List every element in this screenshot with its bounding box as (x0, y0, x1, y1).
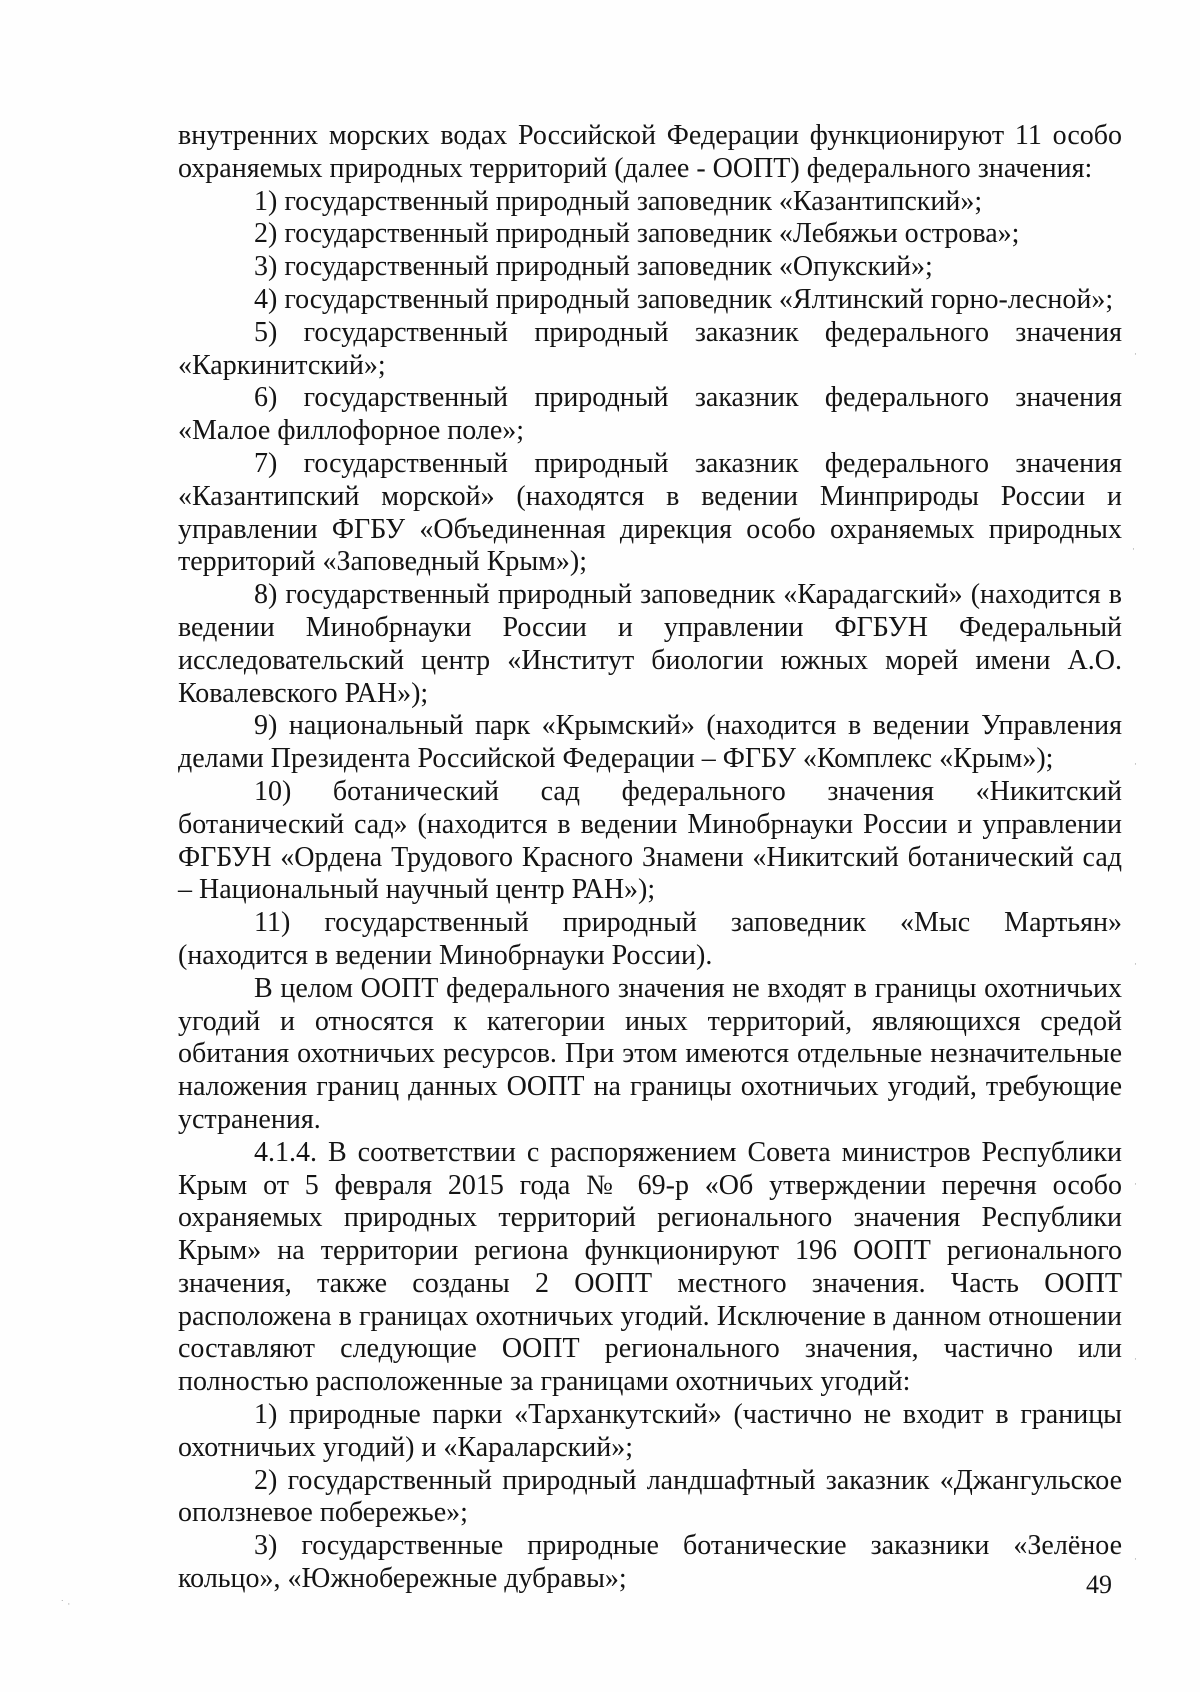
list-item: 3) государственные природные ботанические заказники «Зелёное кольцо», «Южнобережные дубравы»; (178, 1530, 1122, 1595)
list-item: 4) государственный природный заповедник «Ялтинский горно-лесной»; (254, 283, 1114, 315)
scan-artifact: ˙ · (60, 1600, 71, 1610)
document-body (178, 120, 1122, 1596)
list-item: 5) государственный природный заказник федерального значения «Каркинитский»; (178, 316, 1122, 381)
scan-artifact: · (1134, 960, 1137, 970)
list-item: 2) государственный природный ландшафтный заказник «Джангульское оползневое побережье»; (178, 1464, 1122, 1529)
list-item: 6) государственный природный заказник федерального значения «Малое филлофорное поле»; (178, 382, 1122, 447)
scan-artifact: · (1134, 1555, 1137, 1565)
list-item: 9) национальный парк «Крымский» (находится в ведении Управления делами Президента Российской Федерации – ФГБУ «Комплекс «Крым»); (178, 710, 1122, 775)
paragraph: 4.1.4. В соответствии с распоряжением Совета министров Республики Крым от 5 февраля 2015 года № 69-р «Об утверждении перечня особо охраняемых природных территорий регионального значения Республики Крым» на территории региона функционируют 196 ООПТ регионального значения, также созданы 2 ООПТ местного значения. Часть ООПТ расположена в границах охотничьих угодий. Исключение в данном отношении составляют следующие ООПТ регионального значения, частично или полностью расположенные за границами охотничьих угодий: (178, 1136, 1122, 1398)
paragraph: внутренних морских водах Российской Федерации функционируют 11 особо охраняемых природных территорий (далее - ООПТ) федерального значения: (178, 120, 1122, 184)
list-item: 11) государственный природный заповедник «Мыс Мартьян» (находится в ведении Минобрнауки России). (178, 907, 1122, 971)
scan-artifact: · (1134, 350, 1137, 360)
scan-artifact: · (1132, 545, 1135, 555)
list-item: 10) ботанический сад федерального значения «Никитский ботанический сад» (находится в ведении Минобрнауки России и управлении ФГБУН «Ордена Трудового Красного Знамени «Никитский ботанический сад – Национальный научный центр РАН»); (178, 775, 1122, 906)
scan-artifact: · (1134, 760, 1137, 770)
page-number: 49 (1086, 1570, 1112, 1599)
list-item: 7) государственный природный заказник федерального значения «Казантипский морской» (находятся в ведении Минприроды России и управлении ФГБУ «Объединенная дирекция особо охраняемых природных территорий «Заповедный Крым»); (178, 447, 1122, 578)
list-item: 3) государственный природный заповедник «Опукский»; (254, 251, 933, 283)
list-item: 2) государственный природный заповедник «Лебяжьи острова»; (254, 218, 1020, 250)
scan-artifact: · (1134, 1180, 1137, 1190)
list-item: 1) природные парки «Тарханкутский» (частично не входит в границы охотничьих угодий) и «Караларский»; (178, 1399, 1122, 1463)
list-item: 1) государственный природный заповедник «Казантипский»; (254, 185, 983, 217)
scan-artifact: · (1134, 1355, 1137, 1365)
list-item: 8) государственный природный заповедник «Карадагский» (находится в ведении Минобрнауки России и управлении ФГБУН Федеральный исследовательский центр «Институт биологии южных морей имени А.О. Ковалевского РАН»); (178, 579, 1122, 709)
paragraph: В целом ООПТ федерального значения не входят в границы охотничьих угодий и относятся к категории иных территорий, являющихся средой обитания охотничьих ресурсов. При этом имеются отдельные незначительные наложения границ данных ООПТ на границы охотничьих угодий, требующие устранения. (178, 972, 1122, 1135)
